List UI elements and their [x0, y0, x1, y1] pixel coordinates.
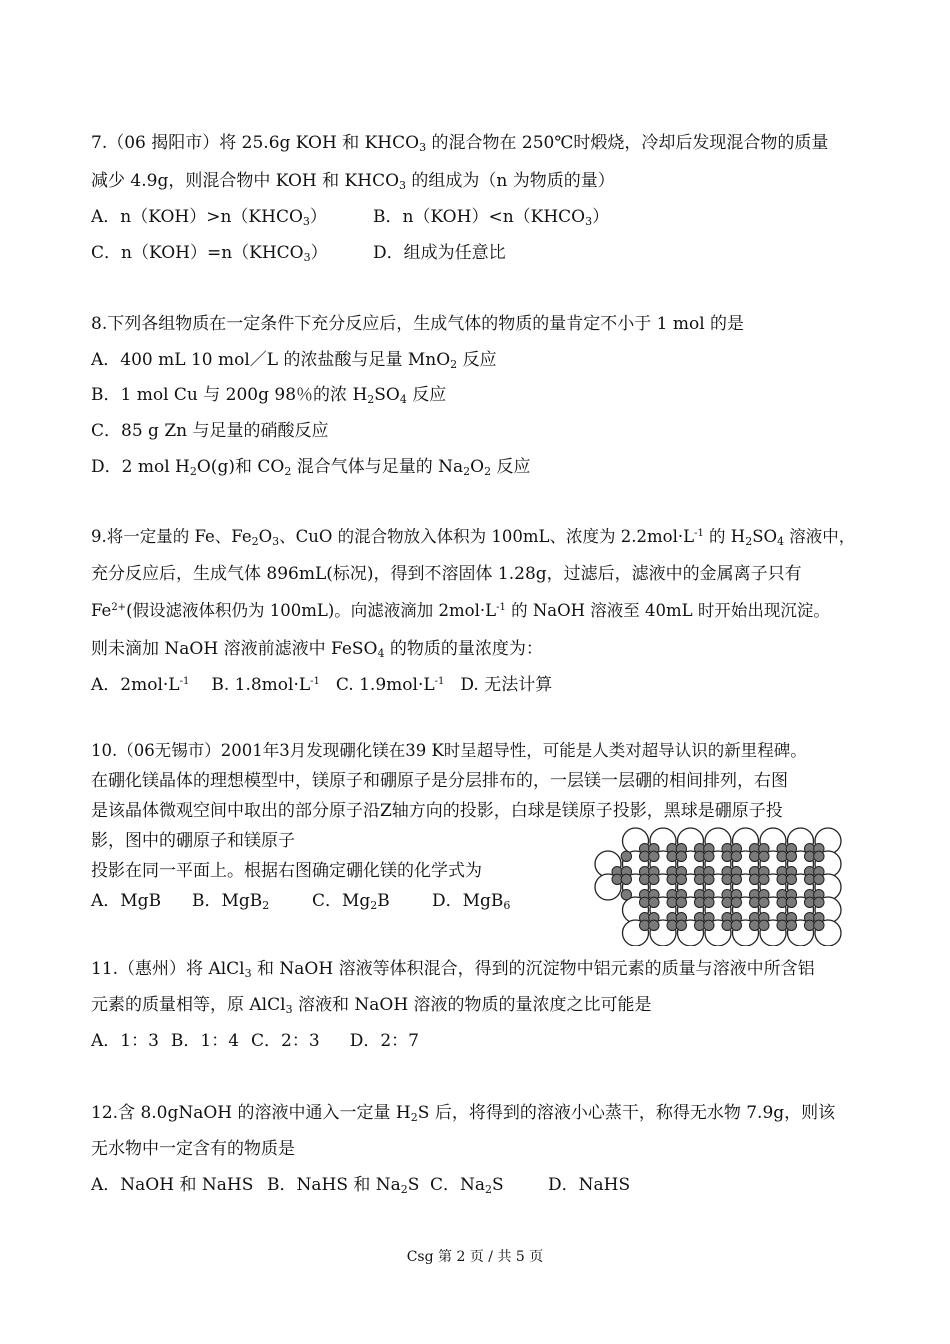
q10-option-c: C．$Mg_2B$ — [312, 891, 390, 912]
q10-stem-line4: 影，图中的硼原子和镁原子 — [91, 831, 295, 851]
b-atom — [704, 851, 714, 861]
b-atom — [704, 920, 714, 930]
q11-options: A．1：3 B．1：4 C．2：3 D．2：7 — [91, 1031, 419, 1051]
q7-option-d: D．组成为任意比 — [373, 243, 506, 263]
b-atom — [759, 851, 769, 861]
b-atom — [676, 874, 686, 884]
q10-option-b: B．MgB$_2$ — [192, 891, 270, 912]
q8-option-d: D．2 mol $H_2O(g)$和 $CO_2$ 混合气体与足量的 $Na_2O_2$ 反应 — [91, 457, 531, 478]
q7-stem-line2: 减少 4.9g，则混合物中 KOH 和 $KHCO_3$ 的组成为（n 为物质的量） — [91, 171, 615, 192]
b-atom — [621, 874, 631, 884]
b-atom — [649, 874, 659, 884]
q11-stem-line1: 11.（惠州）将 AlCl$_3$ 和 NaOH 溶液等体积混合，得到的沉淀物中铝元素的质量与溶液中所含铝 — [91, 959, 815, 980]
q7-option-a: A．$n(KOH)>n(KHCO_3)$ — [91, 207, 327, 228]
b-atom — [786, 920, 796, 930]
b-atom — [814, 920, 824, 930]
q12-option-a: A．NaOH 和 NaHS — [91, 1175, 254, 1195]
b-atom — [649, 920, 659, 930]
q10-option-a: A．MgB — [91, 891, 162, 911]
q9-options: A．$2mol\cdot L^{-1}$ B. $1.8mol\cdot L^{-1}$ C. $1.9mol\cdot L^{-1}$ D. 无法计算 — [91, 675, 553, 695]
b-atom — [704, 874, 714, 884]
q7-option-b: B．$n(KOH)<n(KHCO_3)$ — [373, 207, 610, 228]
q12-option-d: D．NaHS — [548, 1175, 631, 1195]
b-atom — [814, 897, 824, 907]
q10-stem-line1: 10.（06无锡市）2001年3月发现硼化镁在39 K时呈超导性，可能是人类对超导认识的新里程碑。 — [91, 741, 807, 760]
b-atom — [759, 897, 769, 907]
q8-option-b: B．1 mol Cu 与 200g 98％的浓 $H_2SO_4$ 反应 — [91, 385, 447, 406]
q8-option-a: A．400 mL 10 mol／L 的浓盐酸与足量 MnO$_2$ 反应 — [91, 350, 497, 371]
b-atom — [731, 851, 741, 861]
b-atom — [621, 851, 631, 861]
b-atom — [676, 920, 686, 930]
b-atom — [759, 920, 769, 930]
q10-stem-line3: 是该晶体微观空间中取出的部分原子沿Z轴方向的投影，白球是镁原子投影，黑球是硼原子投 — [91, 801, 783, 821]
q9-stem-line2: 充分反应后，生成气体 896mL(标况)，得到不溶固体 1.28g，过滤后，滤液中的金属离子只有 — [91, 564, 802, 584]
q12-stem-line2: 无水物中一定含有的物质是 — [91, 1139, 295, 1159]
q12-option-c: C．$Na_2S$ — [430, 1175, 504, 1196]
page-footer: Csg 第 2 页 / 共 5 页 — [406, 1249, 544, 1265]
b-atom — [621, 889, 631, 899]
b-atom — [759, 874, 769, 884]
q9-stem-line1: 9.将一定量的 Fe、$Fe_2O_3$、CuO 的混合物放入体积为 100mL、浓度为 $2.2mol\cdot L^{-1}$ 的 $H_2SO_4$ 溶液中， — [91, 527, 856, 548]
q9-stem-line4: 则未滴加 NaOH 溶液前滤液中 FeSO$_4$ 的物质的量浓度为： — [91, 639, 543, 660]
q11-stem-line2: 元素的质量相等，原 AlCl$_3$ 溶液和 NaOH 溶液的物质的量浓度之比可能是 — [91, 995, 652, 1016]
q7-option-c: C．$n(KOH)=n(KHCO_3)$ — [91, 243, 328, 264]
b-atom — [731, 874, 741, 884]
q10-stem-line2: 在硼化镁晶体的理想模型中，镁原子和硼原子是分层排布的，一层镁一层硼的相间排列，右图 — [91, 771, 788, 791]
q8-stem: 8.下列各组物质在一定条件下充分反应后，生成气体的物质的量肯定不小于 1 mol 的是 — [91, 314, 745, 334]
q10-option-d: D．MgB$_6$ — [432, 891, 511, 912]
b-atom — [704, 897, 714, 907]
q10-stem-line5: 投影在同一平面上。根据右图确定硼化镁的化学式为 — [91, 861, 482, 881]
q9-stem-line3: $Fe^{2+}$(假设滤液体积仍为 100mL)。向滤液滴加 $2mol\cdot L^{-1}$ 的 NaOH 溶液至 40mL 时开始出现沉淀。 — [91, 601, 830, 620]
b-atom — [649, 851, 659, 861]
b-atom — [786, 897, 796, 907]
q8-option-c: C．85 g Zn 与足量的硝酸反应 — [91, 421, 329, 441]
q12-stem-line1: 12.含 8.0gNaOH 的溶液中通入一定量 $H_2S$ 后，将得到的溶液小心蒸干，称得无水物 7.9g，则该 — [91, 1103, 836, 1124]
mgb2-lattice-figure — [592, 826, 862, 946]
b-atom — [731, 920, 741, 930]
b-atom — [649, 897, 659, 907]
q7-stem-line1: 7.（06 揭阳市）将 25.6g KOH 和 $KHCO_3$ 的混合物在 250℃时煅烧，冷却后发现混合物的质量 — [91, 133, 829, 154]
b-atom — [786, 874, 796, 884]
b-atom — [676, 851, 686, 861]
b-atom — [786, 851, 796, 861]
b-atom — [676, 897, 686, 907]
q12-option-b: B．NaHS 和 $Na_2S$ — [267, 1175, 420, 1196]
b-atom — [814, 851, 824, 861]
b-atom — [731, 897, 741, 907]
b-atom — [814, 874, 824, 884]
